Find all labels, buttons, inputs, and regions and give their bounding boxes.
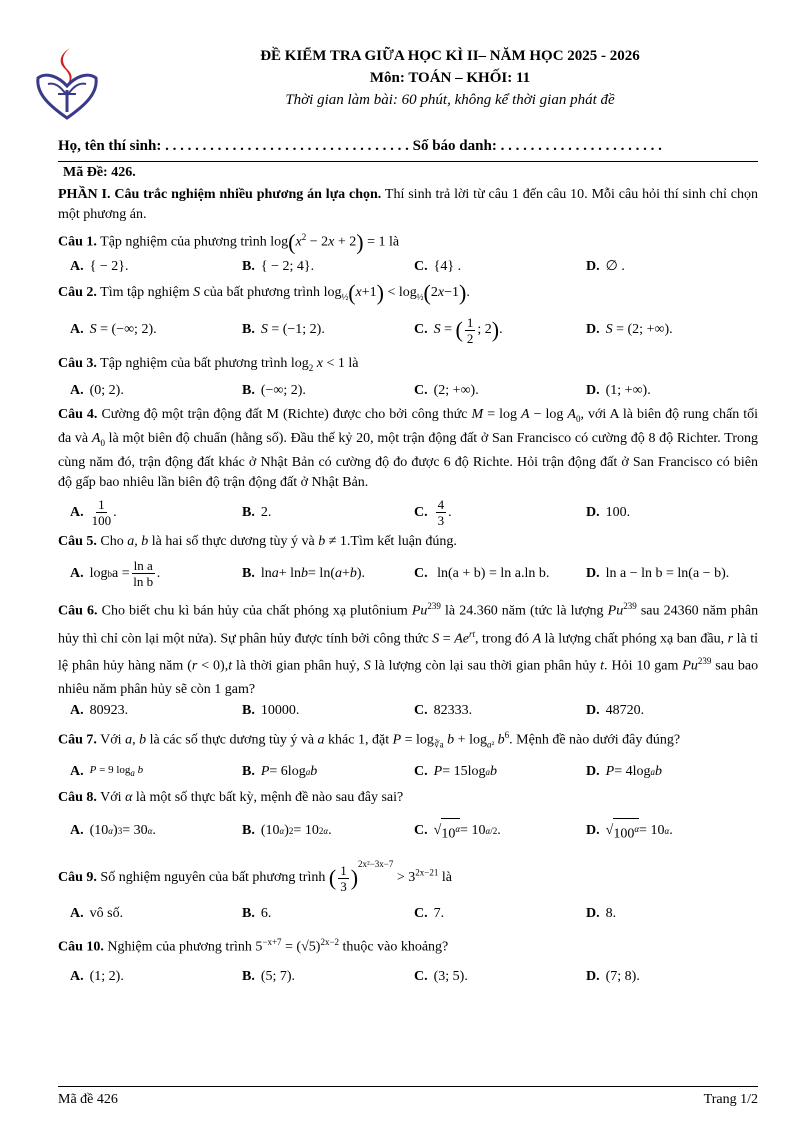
question-8: Câu 8. Với α là một số thực bất kỳ, mệnh đề nào sau đây sai?	[58, 789, 404, 805]
q2-option-b[interactable]: B. S = (−1; 2).	[242, 322, 325, 338]
question-5-options	[70, 558, 758, 589]
q6-option-c[interactable]: C. 82333.	[414, 703, 473, 719]
q10-option-d[interactable]: D. (7; 8).	[586, 969, 640, 985]
q3-option-b[interactable]: B. (−∞; 2).	[242, 383, 306, 399]
question-9-options	[70, 904, 758, 924]
q1-option-d[interactable]: D. ∅ .	[586, 258, 625, 274]
footer-code: Mã đề 426	[58, 1092, 118, 1107]
exam-header	[150, 45, 750, 111]
page-footer	[58, 1092, 758, 1108]
q1-option-a[interactable]: A. { − 2}.	[70, 258, 129, 274]
id-label: Số báo danh:	[412, 138, 497, 154]
question-1-options	[70, 257, 758, 277]
exam-code: Mã Đề: 426.	[63, 165, 136, 180]
q4-option-a[interactable]: A. $\frac{1}{100}$ .	[70, 497, 117, 529]
question-10-options	[70, 967, 758, 987]
exam-page	[58, 0, 758, 1122]
q5-option-a[interactable]: A. log b a = $\frac{\text{ln a}}{\text{ln b}}$ .	[70, 558, 161, 590]
question-3: Câu 3. Tập nghiệm của bất phương trình $\log_2 x < 1$ là	[58, 355, 359, 373]
q9-option-b[interactable]: B. 6.	[242, 905, 272, 921]
q2-option-d[interactable]: D. S = (2; +∞).	[586, 322, 673, 338]
q6-option-b[interactable]: B. 10000.	[242, 703, 300, 719]
q9-option-c[interactable]: C. 7.	[414, 905, 445, 921]
q9-option-d[interactable]: D. 8.	[586, 905, 617, 921]
exam-time: Thời gian làm bài: 60 phút, không kể thời gian phát đề	[285, 92, 615, 108]
question-9: Câu 9. Số nghiệm nguyên của bất phương trình ( $\frac{1}{3}$ )$^{2x^2-3x-7} > 3^{2x-21}$ là	[58, 859, 452, 894]
q4-option-b[interactable]: B. 2.	[242, 504, 272, 520]
q8-option-a[interactable]: A. (10 α ) 3 = 30 α .	[70, 823, 156, 838]
school-logo	[26, 44, 108, 124]
exam-title: ĐỀ KIỂM TRA GIỮA HỌC KÌ II– NĂM HỌC 2025 - 2026	[260, 48, 640, 64]
question-8-options	[70, 818, 758, 845]
exam-subject: Môn: TOÁN – KHỐI: 11	[369, 70, 531, 86]
id-dots[interactable]: . . . . . . . . . . . . . . . . . . . . . .	[500, 138, 662, 154]
q5-option-c[interactable]: C. ln(a + b) = ln a.ln b.	[414, 565, 550, 581]
name-label: Họ, tên thí sinh:	[58, 138, 162, 154]
footer-divider	[58, 1086, 758, 1087]
q4-option-c[interactable]: C. $\frac{4}{3}$ .	[414, 497, 452, 529]
q10-option-b[interactable]: B. (5; 7).	[242, 969, 296, 985]
q7-option-d[interactable]: D. P = 4log a b	[586, 764, 662, 780]
q7-option-c[interactable]: C. P = 15log a b	[414, 764, 497, 780]
q4-option-d[interactable]: D. 100.	[586, 504, 631, 520]
q6-option-a[interactable]: A. 80923.	[70, 703, 129, 719]
q7-option-b[interactable]: B. P = 6log a b	[242, 764, 318, 780]
name-dots[interactable]: . . . . . . . . . . . . . . . . . . . . . . . . . . . . . . . . .	[165, 138, 409, 154]
q3-option-d[interactable]: D. (1; +∞).	[586, 383, 651, 399]
q6-option-d[interactable]: D. 48720.	[586, 703, 645, 719]
question-2: Câu 2. Tìm tập nghiệm S của bất phương trình $\log_{\frac{1}{2}}(x+1) < \log_{\frac{1}{2}}(2x-1)$.	[58, 279, 470, 305]
q8-option-b[interactable]: B. (10 α ) 2 = 10 2α .	[242, 823, 332, 838]
question-6-options	[70, 701, 758, 721]
question-5: Câu 5. Cho a, b là hai số thực dương tùy ý và b ≠ 1.Tìm kết luận đúng.	[58, 534, 457, 550]
student-info	[58, 138, 758, 155]
q8-option-d[interactable]: D. √ $100^\alpha$ = 10 α .	[586, 818, 758, 845]
q2-option-c[interactable]: C. S = ( $\frac{1}{2}$ ; 2 ) .	[414, 314, 503, 346]
q1-option-b[interactable]: B. { − 2; 4}.	[242, 258, 315, 274]
page-number: Trang 1/2	[703, 1092, 758, 1107]
q9-option-a[interactable]: A. vô số.	[70, 905, 124, 921]
question-4: Câu 4. Cường độ một trận động đất M (Richte) được cho bởi công thức $M = \log A - \log A_0$, với A là biên độ rung chấn tối đa và $A_0$ là một biên độ chuẩn (hằng số). Đầu thế kỷ 20, một trận động đất ở San Francisco có cường độ 8 độ Richter. Trong cùng năm đó, trận động đất khác ở Nhật Bản có cường độ đo được 6 độ Richte. Hỏi trận động đất ở San Francisco có biên độ gấp bao nhiêu lần biên độ trận động đất ở Nhật Bản.	[58, 407, 758, 491]
q8-option-c[interactable]: C. √ $10^\alpha$ = 10 α/2 .	[414, 818, 586, 845]
q1-option-c[interactable]: C. {4} .	[414, 258, 462, 274]
question-2-options	[70, 315, 758, 346]
q10-option-c[interactable]: C. (3; 5).	[414, 969, 468, 985]
question-4-options	[70, 497, 758, 528]
q2-option-a[interactable]: A. S = (−∞; 2).	[70, 322, 157, 338]
q7-option-a[interactable]: A. P = 9 $\log_a b$	[70, 764, 144, 780]
q5-option-d[interactable]: D. ln a − ln b = ln(a − b).	[586, 565, 730, 581]
question-3-options	[70, 381, 758, 401]
part1-intro: PHẦN I. Câu trắc nghiệm nhiều phương án lựa chọn. Thí sinh trả lời từ câu 1 đến câu 10. Mỗi câu hỏi thí sinh chỉ chọn một phương án.	[58, 187, 758, 222]
q5-option-b[interactable]: B. ln a + ln b = ln( a + b ).	[242, 565, 366, 581]
q3-option-c[interactable]: C. (2; +∞).	[414, 383, 479, 399]
exam-body	[58, 163, 758, 991]
header-divider	[58, 161, 758, 162]
question-7: Câu 7. Với a, b là các số thực dương tùy ý và a khác 1, đặt $P = \log_{∛a} b + \log_{a^2} b^6$. Mệnh đề nào dưới đây đúng?	[58, 730, 681, 750]
question-1: Câu 1. Tập nghiệm của phương trình $\log(x^2 - 2x + 2) = 1$ là	[58, 229, 400, 255]
question-10: Câu 10. Nghiệm của phương trình $5^{-x+7} = (√5)^{2x-2}$ thuộc vào khoảng?	[58, 936, 449, 955]
question-6: Câu 6. Cho biết chu kì bán hủy của chất phóng xạ plutônium Pu$^{239}$ là 24.360 năm (tức là lượng Pu$^{239}$ sau 24360 năm phân hủy thì chỉ còn lại một nửa). Sự phân hủy được tính bởi công thức $S = Ae^{rt}$, trong đó A là lượng chất phóng xạ ban đầu, r là tỉ lệ phân hủy hàng năm (r < 0),t là thời gian phân huỷ, S là lượng còn lại sau thời gian phân hủy t. Hỏi 10 gam Pu$^{239}$ sau bao nhiêu năm phân hủy sẽ còn 1 gam?	[58, 601, 759, 698]
question-7-options	[70, 760, 758, 783]
q3-option-a[interactable]: A. (0; 2).	[70, 383, 124, 399]
q10-option-a[interactable]: A. (1; 2).	[70, 969, 124, 985]
